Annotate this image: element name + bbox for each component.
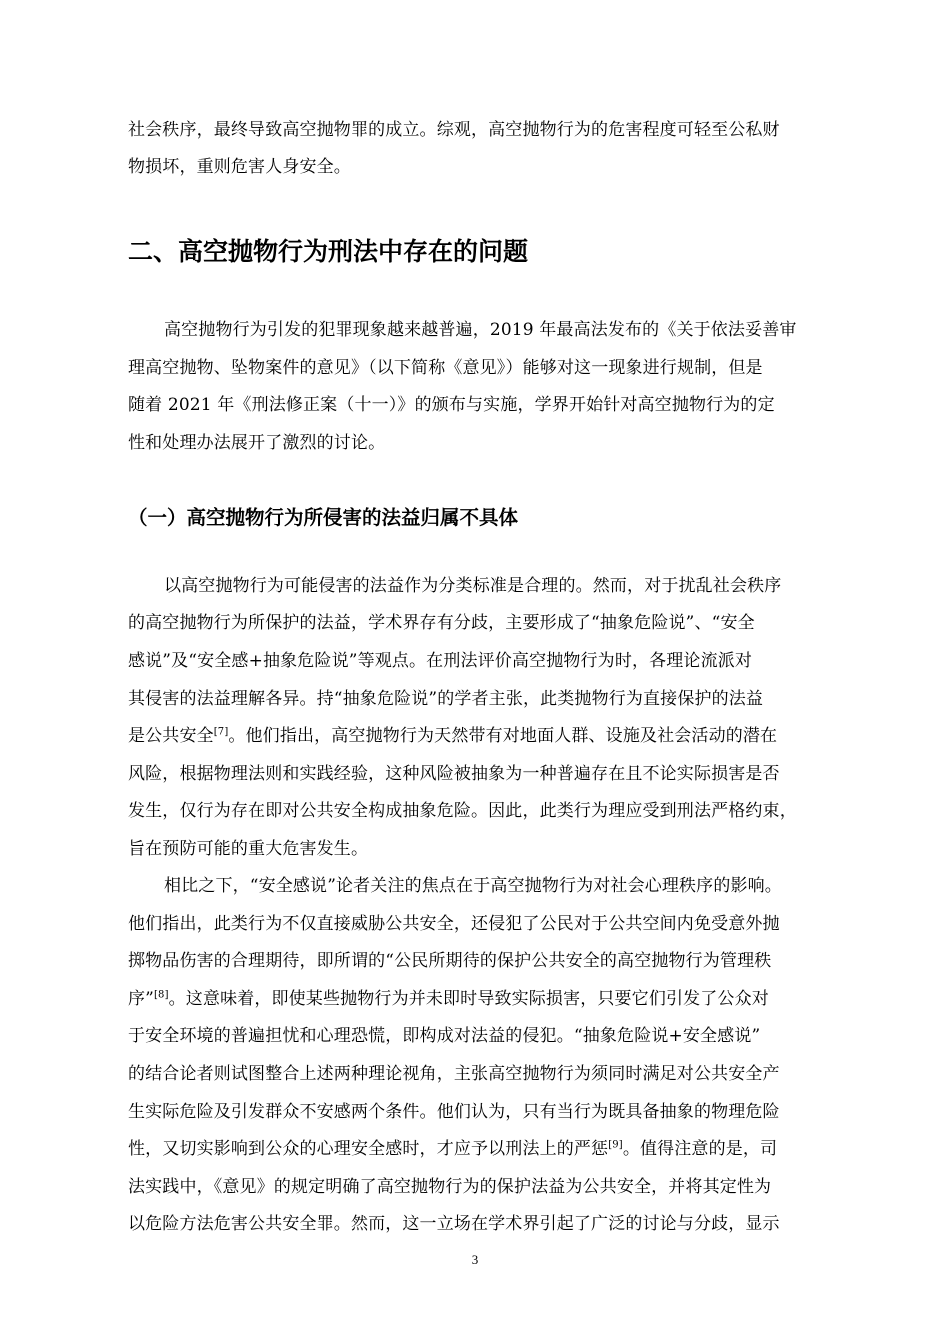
- paragraph-line: 感说”及“安全感+抽象危险说”等观点。在刑法评价高空抛物行为时，各理论流派对: [128, 651, 753, 671]
- citation-reference: [7]: [213, 726, 229, 738]
- paragraph-line: 生实际危险及引发群众不安感两个条件。他们认为，只有当行为既具备抽象的物理危险: [128, 1102, 780, 1122]
- section-heading: 二、高空抛物行为刑法中存在的问题: [128, 237, 529, 266]
- paragraph-line: 理高空抛物、坠物案件的意见》（以下简称《意见》）能够对这一现象进行规制，但是: [128, 358, 763, 378]
- paragraph-line: [128, 987, 769, 1011]
- paragraph-line: 发生，仅行为存在即对公共安全构成抽象危险。因此，此类行为理应受到刑法严格约束，: [128, 801, 797, 821]
- paragraph-line: 其侵害的法益理解各异。持“抽象危险说”的学者主张，此类抛物行为直接保护的法益: [128, 689, 764, 709]
- paragraph-line: 他们指出，此类行为不仅直接威胁公共安全，还侵犯了公民对于公共空间内免受意外抛: [128, 914, 780, 934]
- line-text: 。他们指出，高空抛物行为天然带有对地面人群、设施及社会活动的潜在: [228, 726, 778, 746]
- paragraph-line: [128, 724, 777, 748]
- page-number: 3: [471, 1252, 479, 1267]
- line-text: 是公共安全: [128, 726, 214, 746]
- paragraph-line: 高空抛物行为引发的犯罪现象越来越普遍，2019 年最高法发布的《关于依法妥善审: [164, 320, 797, 340]
- subsection-heading: （一）高空抛物行为所侵害的法益归属不具体: [128, 506, 519, 529]
- paragraph-line: 以高空抛物行为可能侵害的法益作为分类标准是合理的。然而，对于扰乱社会秩序: [164, 576, 782, 596]
- paragraph-line: 于安全环境的普遍担忧和心理恐慌，即构成对法益的侵犯。“抽象危险说+安全感说”: [128, 1026, 761, 1046]
- line-text: 。值得注意的是，司: [622, 1139, 778, 1159]
- line-text: 。这意味着，即使某些抛物行为并未即时导致实际损害，只要它们引发了公众对: [168, 989, 769, 1009]
- paragraph-line: 旨在预防可能的重大危害发生。: [128, 839, 369, 859]
- line-text: 序”: [128, 989, 154, 1009]
- intro-line: 物损坏，重则危害人身安全。: [128, 157, 351, 177]
- paragraph-line: 性和处理办法展开了激烈的讨论。: [128, 433, 386, 453]
- paragraph-line: 随着 2021 年《刑法修正案（十一）》的颁布与实施，学界开始针对高空抛物行为的定: [128, 395, 775, 415]
- citation-reference: [9]: [608, 1139, 623, 1151]
- paragraph-line: 的结合论者则试图整合上述两种理论视角，主张高空抛物行为须同时满足对公共安全产: [128, 1064, 780, 1084]
- paragraph-line: 以危险方法危害公共安全罪。然而，这一立场在学术界引起了广泛的讨论与分歧，显示: [128, 1214, 780, 1234]
- paragraph-line: 掷物品伤害的合理期待，即所谓的“公民所期待的保护公共安全的高空抛物行为管理秩: [128, 951, 772, 971]
- paragraph-line: 法实践中，《意见》的规定明确了高空抛物行为的保护法益为公共安全，并将其定性为: [128, 1177, 772, 1197]
- paragraph-line: 相比之下，“安全感说”论者关注的焦点在于高空抛物行为对社会心理秩序的影响。: [164, 876, 782, 896]
- paragraph-line: 的高空抛物行为所保护的法益，学术界存有分歧，主要形成了“抽象危险说”、“安全: [128, 613, 755, 633]
- paragraph-line: 风险，根据物理法则和实践经验，这种风险被抽象为一种普遍存在且不论实际损害是否: [128, 764, 780, 784]
- paragraph-line: [128, 1137, 777, 1161]
- intro-line: 社会秩序，最终导致高空抛物罪的成立。综观，高空抛物行为的危害程度可轻至公私财: [128, 120, 780, 140]
- line-text: 性，又切实影响到公众的心理安全感时，才应予以刑法上的严惩: [128, 1139, 609, 1159]
- citation-reference: [8]: [154, 989, 169, 1001]
